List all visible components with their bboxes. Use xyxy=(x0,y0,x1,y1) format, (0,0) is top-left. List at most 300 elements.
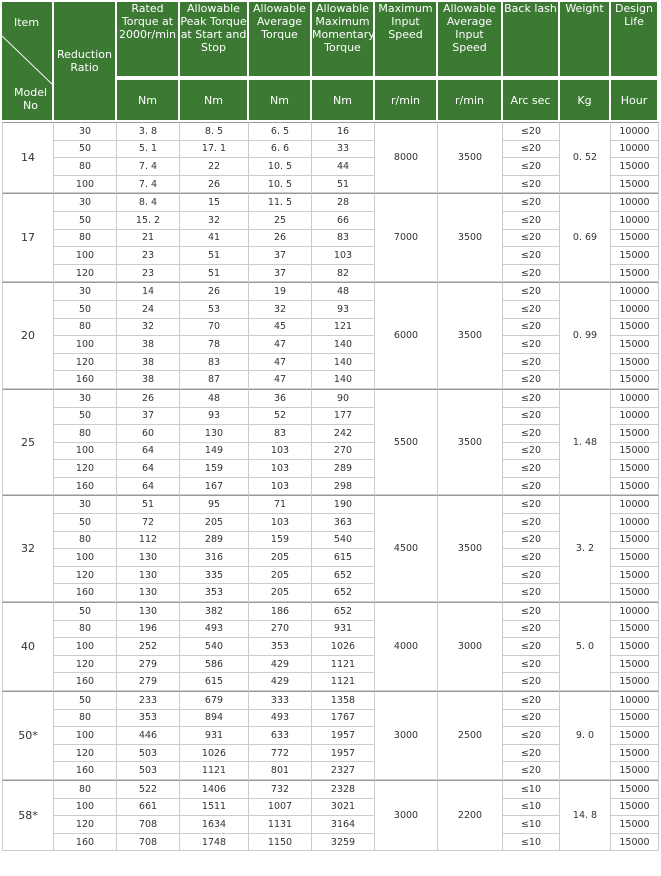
backlash-cell: ≤20 xyxy=(503,336,560,354)
design-life-cell: 15000 xyxy=(611,265,659,283)
mom-cell: 51 xyxy=(312,176,375,194)
mom-cell: 652 xyxy=(312,567,375,585)
ratio-cell: 80 xyxy=(54,230,117,248)
rated-cell: 5. 1 xyxy=(117,141,180,159)
max-speed-cell: 3000 xyxy=(375,691,438,780)
design-life-cell: 15000 xyxy=(611,478,659,496)
peak-cell: 679 xyxy=(180,691,249,710)
rated-cell: 38 xyxy=(117,371,180,389)
ratio-cell: 160 xyxy=(54,834,117,852)
model-no-cell: 14 xyxy=(2,122,54,193)
rated-cell: 26 xyxy=(117,389,180,408)
peak-cell: 205 xyxy=(180,514,249,532)
avg-cell: 205 xyxy=(249,567,312,585)
unit-avg-speed: r/min xyxy=(438,78,503,122)
peak-cell: 149 xyxy=(180,443,249,461)
weight-cell: 0. 52 xyxy=(560,122,611,193)
mom-cell: 242 xyxy=(312,425,375,443)
mom-cell: 3021 xyxy=(312,799,375,817)
avg-cell: 47 xyxy=(249,336,312,354)
backlash-cell: ≤20 xyxy=(503,762,560,780)
mom-cell: 298 xyxy=(312,478,375,496)
mom-cell: 1358 xyxy=(312,691,375,710)
avg-cell: 429 xyxy=(249,656,312,674)
ratio-cell: 160 xyxy=(54,371,117,389)
avg-cell: 493 xyxy=(249,710,312,728)
avg-cell: 10. 5 xyxy=(249,158,312,176)
avg-cell: 10. 5 xyxy=(249,176,312,194)
col-header-max-speed: Maximum Input Speed xyxy=(375,2,438,78)
mom-cell: 44 xyxy=(312,158,375,176)
rated-cell: 279 xyxy=(117,656,180,674)
peak-cell: 87 xyxy=(180,371,249,389)
rated-cell: 112 xyxy=(117,532,180,550)
ratio-cell: 160 xyxy=(54,584,117,602)
avg-cell: 45 xyxy=(249,319,312,337)
weight-cell: 0. 99 xyxy=(560,282,611,389)
backlash-cell: ≤20 xyxy=(503,230,560,248)
design-life-cell: 15000 xyxy=(611,834,659,852)
rated-cell: 130 xyxy=(117,602,180,621)
spec-table xyxy=(2,2,659,851)
avg-speed-cell: 3500 xyxy=(438,282,503,389)
ratio-cell: 50 xyxy=(54,408,117,426)
rated-cell: 503 xyxy=(117,745,180,763)
avg-speed-cell: 3000 xyxy=(438,602,503,691)
backlash-cell: ≤20 xyxy=(503,478,560,496)
avg-cell: 25 xyxy=(249,212,312,230)
rated-cell: 708 xyxy=(117,816,180,834)
peak-cell: 26 xyxy=(180,176,249,194)
avg-cell: 205 xyxy=(249,549,312,567)
design-life-cell: 10000 xyxy=(611,301,659,319)
table-row xyxy=(2,691,659,710)
design-life-cell: 15000 xyxy=(611,549,659,567)
rated-cell: 233 xyxy=(117,691,180,710)
ratio-cell: 120 xyxy=(54,265,117,283)
design-life-cell: 15000 xyxy=(611,354,659,372)
rated-cell: 14 xyxy=(117,282,180,301)
rated-cell: 32 xyxy=(117,319,180,337)
item-label: Item xyxy=(14,16,40,29)
design-life-cell: 15000 xyxy=(611,816,659,834)
peak-cell: 1511 xyxy=(180,799,249,817)
design-life-cell: 15000 xyxy=(611,780,659,799)
ratio-cell: 100 xyxy=(54,443,117,461)
peak-cell: 1748 xyxy=(180,834,249,852)
backlash-cell: ≤20 xyxy=(503,532,560,550)
backlash-cell: ≤20 xyxy=(503,745,560,763)
weight-cell: 9. 0 xyxy=(560,691,611,780)
unit-weight: Kg xyxy=(560,78,611,122)
model-no-cell: 25 xyxy=(2,389,54,496)
rated-cell: 7. 4 xyxy=(117,176,180,194)
weight-cell: 1. 48 xyxy=(560,389,611,496)
peak-cell: 22 xyxy=(180,158,249,176)
design-life-cell: 15000 xyxy=(611,745,659,763)
mom-cell: 177 xyxy=(312,408,375,426)
rated-cell: 38 xyxy=(117,336,180,354)
rated-cell: 21 xyxy=(117,230,180,248)
avg-cell: 801 xyxy=(249,762,312,780)
max-speed-cell: 7000 xyxy=(375,193,438,282)
peak-cell: 51 xyxy=(180,265,249,283)
mom-cell: 2328 xyxy=(312,780,375,799)
table-row xyxy=(2,602,659,621)
ratio-cell: 120 xyxy=(54,656,117,674)
peak-cell: 78 xyxy=(180,336,249,354)
ratio-cell: 80 xyxy=(54,780,117,799)
col-header-avg: Allowable Average Torque xyxy=(249,2,312,78)
max-speed-cell: 3000 xyxy=(375,780,438,851)
avg-cell: 353 xyxy=(249,638,312,656)
avg-speed-cell: 3500 xyxy=(438,193,503,282)
ratio-cell: 120 xyxy=(54,354,117,372)
avg-cell: 52 xyxy=(249,408,312,426)
col-header-avg-speed: Allowable Average Input Speed xyxy=(438,2,503,78)
design-life-cell: 15000 xyxy=(611,176,659,194)
ratio-cell: 120 xyxy=(54,816,117,834)
design-life-cell: 15000 xyxy=(611,247,659,265)
table-header xyxy=(2,2,659,122)
table-row xyxy=(2,389,659,408)
backlash-cell: ≤20 xyxy=(503,212,560,230)
rated-cell: 8. 4 xyxy=(117,193,180,212)
peak-cell: 53 xyxy=(180,301,249,319)
backlash-cell: ≤20 xyxy=(503,408,560,426)
ratio-cell: 80 xyxy=(54,319,117,337)
avg-cell: 26 xyxy=(249,230,312,248)
rated-cell: 130 xyxy=(117,584,180,602)
design-life-cell: 15000 xyxy=(611,567,659,585)
unit-max-speed: r/min xyxy=(375,78,438,122)
avg-speed-cell: 3500 xyxy=(438,495,503,602)
ratio-cell: 80 xyxy=(54,621,117,639)
mom-cell: 615 xyxy=(312,549,375,567)
ratio-cell: 100 xyxy=(54,638,117,656)
design-life-cell: 15000 xyxy=(611,319,659,337)
peak-cell: 493 xyxy=(180,621,249,639)
ratio-cell: 30 xyxy=(54,495,117,514)
rated-cell: 708 xyxy=(117,834,180,852)
ratio-cell: 100 xyxy=(54,176,117,194)
col-header-weight: Weight xyxy=(560,2,611,78)
peak-cell: 95 xyxy=(180,495,249,514)
mom-cell: 363 xyxy=(312,514,375,532)
design-life-cell: 15000 xyxy=(611,336,659,354)
ratio-cell: 100 xyxy=(54,549,117,567)
mom-cell: 190 xyxy=(312,495,375,514)
backlash-cell: ≤20 xyxy=(503,638,560,656)
ratio-cell: 50 xyxy=(54,141,117,159)
rated-cell: 51 xyxy=(117,495,180,514)
mom-cell: 3259 xyxy=(312,834,375,852)
ratio-cell: 50 xyxy=(54,602,117,621)
rated-cell: 38 xyxy=(117,354,180,372)
mom-cell: 48 xyxy=(312,282,375,301)
rated-cell: 64 xyxy=(117,478,180,496)
unit-peak: Nm xyxy=(180,78,249,122)
table-body xyxy=(2,122,659,851)
avg-speed-cell: 3500 xyxy=(438,122,503,193)
backlash-cell: ≤20 xyxy=(503,389,560,408)
peak-cell: 26 xyxy=(180,282,249,301)
design-life-cell: 15000 xyxy=(611,532,659,550)
design-life-cell: 10000 xyxy=(611,212,659,230)
rated-cell: 130 xyxy=(117,567,180,585)
peak-cell: 382 xyxy=(180,602,249,621)
peak-cell: 1406 xyxy=(180,780,249,799)
backlash-cell: ≤20 xyxy=(503,354,560,372)
avg-cell: 47 xyxy=(249,371,312,389)
unit-avg: Nm xyxy=(249,78,312,122)
col-header-ratio: Reduction Ratio xyxy=(54,2,117,122)
item-model-header xyxy=(2,2,54,122)
backlash-cell: ≤20 xyxy=(503,301,560,319)
peak-cell: 83 xyxy=(180,354,249,372)
mom-cell: 66 xyxy=(312,212,375,230)
avg-cell: 103 xyxy=(249,443,312,461)
peak-cell: 1026 xyxy=(180,745,249,763)
max-speed-cell: 4000 xyxy=(375,602,438,691)
ratio-cell: 120 xyxy=(54,460,117,478)
rated-cell: 3. 8 xyxy=(117,122,180,141)
avg-cell: 633 xyxy=(249,727,312,745)
avg-cell: 1007 xyxy=(249,799,312,817)
avg-cell: 1131 xyxy=(249,816,312,834)
avg-speed-cell: 2200 xyxy=(438,780,503,851)
design-life-cell: 15000 xyxy=(611,371,659,389)
ratio-cell: 50 xyxy=(54,212,117,230)
peak-cell: 615 xyxy=(180,673,249,691)
max-speed-cell: 5500 xyxy=(375,389,438,496)
design-life-cell: 15000 xyxy=(611,762,659,780)
peak-cell: 289 xyxy=(180,532,249,550)
peak-cell: 353 xyxy=(180,584,249,602)
mom-cell: 28 xyxy=(312,193,375,212)
mom-cell: 140 xyxy=(312,371,375,389)
peak-cell: 540 xyxy=(180,638,249,656)
design-life-cell: 15000 xyxy=(611,656,659,674)
avg-cell: 36 xyxy=(249,389,312,408)
mom-cell: 1121 xyxy=(312,656,375,674)
avg-cell: 772 xyxy=(249,745,312,763)
design-life-cell: 15000 xyxy=(611,584,659,602)
rated-cell: 196 xyxy=(117,621,180,639)
unit-backlash: Arc sec xyxy=(503,78,560,122)
backlash-cell: ≤20 xyxy=(503,371,560,389)
backlash-cell: ≤10 xyxy=(503,799,560,817)
rated-cell: 23 xyxy=(117,247,180,265)
peak-cell: 32 xyxy=(180,212,249,230)
table-row xyxy=(2,282,659,301)
avg-cell: 19 xyxy=(249,282,312,301)
unit-mom: Nm xyxy=(312,78,375,122)
design-life-cell: 15000 xyxy=(611,230,659,248)
ratio-cell: 100 xyxy=(54,799,117,817)
avg-cell: 103 xyxy=(249,478,312,496)
design-life-cell: 10000 xyxy=(611,122,659,141)
avg-cell: 333 xyxy=(249,691,312,710)
design-life-cell: 10000 xyxy=(611,408,659,426)
mom-cell: 1767 xyxy=(312,710,375,728)
avg-cell: 270 xyxy=(249,621,312,639)
rated-cell: 503 xyxy=(117,762,180,780)
peak-cell: 167 xyxy=(180,478,249,496)
rated-cell: 24 xyxy=(117,301,180,319)
weight-cell: 5. 0 xyxy=(560,602,611,691)
col-header-mom: Allowable Maximum Momentary Torque xyxy=(312,2,375,78)
ratio-cell: 160 xyxy=(54,478,117,496)
mom-cell: 83 xyxy=(312,230,375,248)
ratio-cell: 120 xyxy=(54,567,117,585)
design-life-cell: 15000 xyxy=(611,443,659,461)
avg-cell: 159 xyxy=(249,532,312,550)
avg-speed-cell: 2500 xyxy=(438,691,503,780)
model-no-cell: 20 xyxy=(2,282,54,389)
mom-cell: 270 xyxy=(312,443,375,461)
design-life-cell: 15000 xyxy=(611,425,659,443)
ratio-cell: 50 xyxy=(54,691,117,710)
mom-cell: 1957 xyxy=(312,727,375,745)
peak-cell: 17. 1 xyxy=(180,141,249,159)
mom-cell: 540 xyxy=(312,532,375,550)
avg-cell: 205 xyxy=(249,584,312,602)
avg-cell: 732 xyxy=(249,780,312,799)
avg-cell: 37 xyxy=(249,247,312,265)
avg-cell: 429 xyxy=(249,673,312,691)
mom-cell: 16 xyxy=(312,122,375,141)
design-life-cell: 10000 xyxy=(611,691,659,710)
backlash-cell: ≤10 xyxy=(503,780,560,799)
backlash-cell: ≤20 xyxy=(503,265,560,283)
backlash-cell: ≤20 xyxy=(503,495,560,514)
ratio-cell: 50 xyxy=(54,514,117,532)
backlash-cell: ≤20 xyxy=(503,602,560,621)
peak-cell: 48 xyxy=(180,389,249,408)
rated-cell: 446 xyxy=(117,727,180,745)
ratio-cell: 160 xyxy=(54,673,117,691)
model-no-cell: 58* xyxy=(2,780,54,851)
peak-cell: 130 xyxy=(180,425,249,443)
col-header-backlash: Back lash xyxy=(503,2,560,78)
avg-cell: 47 xyxy=(249,354,312,372)
design-life-cell: 10000 xyxy=(611,495,659,514)
avg-cell: 71 xyxy=(249,495,312,514)
rated-cell: 252 xyxy=(117,638,180,656)
design-life-cell: 10000 xyxy=(611,389,659,408)
peak-cell: 41 xyxy=(180,230,249,248)
mom-cell: 33 xyxy=(312,141,375,159)
backlash-cell: ≤20 xyxy=(503,176,560,194)
peak-cell: 1634 xyxy=(180,816,249,834)
rated-cell: 64 xyxy=(117,460,180,478)
backlash-cell: ≤20 xyxy=(503,425,560,443)
unit-rated: Nm xyxy=(117,78,180,122)
design-life-cell: 10000 xyxy=(611,282,659,301)
avg-cell: 1150 xyxy=(249,834,312,852)
design-life-cell: 15000 xyxy=(611,158,659,176)
design-life-cell: 10000 xyxy=(611,141,659,159)
weight-cell: 3. 2 xyxy=(560,495,611,602)
mom-cell: 1957 xyxy=(312,745,375,763)
rated-cell: 72 xyxy=(117,514,180,532)
design-life-cell: 15000 xyxy=(611,621,659,639)
avg-cell: 103 xyxy=(249,460,312,478)
rated-cell: 353 xyxy=(117,710,180,728)
ratio-cell: 30 xyxy=(54,282,117,301)
backlash-cell: ≤20 xyxy=(503,656,560,674)
backlash-cell: ≤20 xyxy=(503,673,560,691)
model-no-label: Model No xyxy=(14,86,48,112)
design-life-cell: 10000 xyxy=(611,514,659,532)
peak-cell: 316 xyxy=(180,549,249,567)
ratio-cell: 30 xyxy=(54,389,117,408)
backlash-cell: ≤10 xyxy=(503,816,560,834)
design-life-cell: 15000 xyxy=(611,727,659,745)
backlash-cell: ≤20 xyxy=(503,141,560,159)
backlash-cell: ≤20 xyxy=(503,691,560,710)
peak-cell: 70 xyxy=(180,319,249,337)
backlash-cell: ≤20 xyxy=(503,567,560,585)
backlash-cell: ≤10 xyxy=(503,834,560,852)
mom-cell: 140 xyxy=(312,354,375,372)
mom-cell: 2327 xyxy=(312,762,375,780)
ratio-cell: 120 xyxy=(54,745,117,763)
avg-cell: 32 xyxy=(249,301,312,319)
design-life-cell: 10000 xyxy=(611,193,659,212)
rated-cell: 661 xyxy=(117,799,180,817)
backlash-cell: ≤20 xyxy=(503,621,560,639)
design-life-cell: 15000 xyxy=(611,799,659,817)
ratio-cell: 30 xyxy=(54,122,117,141)
model-no-cell: 17 xyxy=(2,193,54,282)
rated-cell: 279 xyxy=(117,673,180,691)
mom-cell: 90 xyxy=(312,389,375,408)
peak-cell: 51 xyxy=(180,247,249,265)
max-speed-cell: 8000 xyxy=(375,122,438,193)
mom-cell: 3164 xyxy=(312,816,375,834)
unit-life: Hour xyxy=(611,78,659,122)
peak-cell: 894 xyxy=(180,710,249,728)
ratio-cell: 80 xyxy=(54,425,117,443)
weight-cell: 0. 69 xyxy=(560,193,611,282)
rated-cell: 37 xyxy=(117,408,180,426)
peak-cell: 15 xyxy=(180,193,249,212)
backlash-cell: ≤20 xyxy=(503,158,560,176)
mom-cell: 652 xyxy=(312,584,375,602)
design-life-cell: 15000 xyxy=(611,460,659,478)
model-no-cell: 32 xyxy=(2,495,54,602)
ratio-cell: 100 xyxy=(54,727,117,745)
avg-cell: 83 xyxy=(249,425,312,443)
ratio-cell: 100 xyxy=(54,336,117,354)
backlash-cell: ≤20 xyxy=(503,122,560,141)
table-row xyxy=(2,122,659,141)
avg-cell: 11. 5 xyxy=(249,193,312,212)
avg-cell: 37 xyxy=(249,265,312,283)
mom-cell: 1026 xyxy=(312,638,375,656)
max-speed-cell: 6000 xyxy=(375,282,438,389)
avg-cell: 186 xyxy=(249,602,312,621)
design-life-cell: 15000 xyxy=(611,638,659,656)
peak-cell: 8. 5 xyxy=(180,122,249,141)
rated-cell: 64 xyxy=(117,443,180,461)
table-row xyxy=(2,495,659,514)
rated-cell: 60 xyxy=(117,425,180,443)
mom-cell: 82 xyxy=(312,265,375,283)
mom-cell: 289 xyxy=(312,460,375,478)
